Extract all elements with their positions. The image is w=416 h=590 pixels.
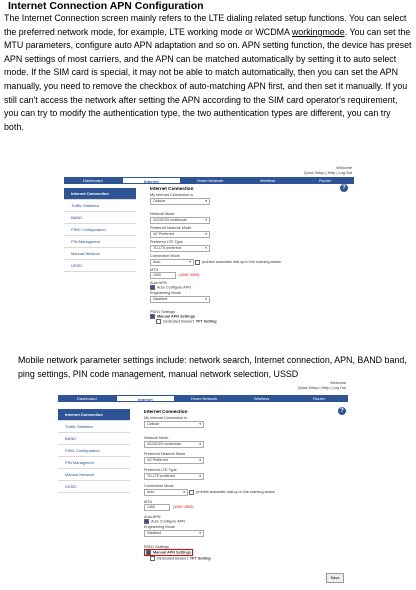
pdn-label: PDN1 Settings — [144, 545, 169, 549]
preferred-mode-select[interactable]: 4G Preferred ▾ — [150, 231, 210, 238]
network-mode-label: Network Mode — [144, 436, 169, 440]
sidebar-item-traffic[interactable]: Traffic Statistics — [64, 200, 136, 212]
mtu-label: MTU — [150, 268, 159, 272]
my-connection-select[interactable]: Cellular ▾ — [150, 198, 210, 205]
tab-home-network[interactable]: Home Network — [190, 396, 218, 401]
tft-setting-link[interactable]: TFT Setting — [189, 556, 211, 561]
sidebar-item-ussd[interactable]: USSD — [64, 260, 136, 272]
engineering-label: Engineering Mode — [144, 525, 175, 529]
mtu-input[interactable]: 1400 — [144, 504, 170, 511]
auto-apn-text: Auto Configure APN — [157, 285, 191, 290]
preferred-mode-select[interactable]: 4G Preferred ▾ — [144, 457, 204, 464]
tft-setting-link[interactable]: TFT Setting — [195, 319, 217, 324]
preferred-mode-label: Preferred Network Mode — [150, 226, 192, 230]
paragraph-2: Mobile network parameter settings include: network search, Internet connection, APN, BAND band, ping settings, PIN code management, manual network selection, USSD — [18, 355, 407, 379]
mtu-hint: (1000~1500) — [179, 273, 200, 277]
form-2 — [144, 409, 329, 561]
sidebar-item-ping[interactable]: PING Configuration — [58, 445, 130, 457]
sidebar-item-band[interactable]: BAND — [64, 212, 136, 224]
roaming-checkbox[interactable] — [195, 260, 200, 265]
preferred-lte-select[interactable]: TD-LTE preferred ▾ — [144, 473, 204, 480]
auto-apn-text: Auto Configure APN — [151, 519, 185, 524]
sidebar-item-ping[interactable]: PING Configuration — [64, 224, 136, 236]
quick-links[interactable]: Quick Setup | Help | Log Out — [297, 386, 346, 390]
sidebar-item-pin[interactable]: PIN Managment — [64, 236, 136, 248]
form-1 — [150, 186, 335, 324]
connection-mode-label: Connection Mode — [144, 484, 174, 488]
main-nav-2 — [58, 395, 348, 402]
preferred-lte-select[interactable]: TD-LTE preferred ▾ — [150, 245, 210, 252]
paragraph-1 — [4, 12, 412, 134]
mtu-hint: (1000~1500) — [173, 505, 194, 509]
tab-dashboard[interactable]: Dashboard — [83, 178, 103, 183]
roaming-text: prohibit automatic dial-up in the roaming status — [196, 490, 275, 494]
preferred-mode-label: Preferred Network Mode — [144, 452, 186, 456]
tab-internet[interactable]: Internet — [122, 177, 182, 184]
tab-home-network[interactable]: Home Network — [196, 178, 224, 183]
sidebar-item-internet-connection[interactable]: Internet Connection — [64, 188, 136, 200]
sidebar-item-traffic[interactable]: Traffic Statistics — [58, 421, 130, 433]
sidebar-1 — [64, 188, 136, 272]
tab-wireless[interactable]: Wireless — [253, 396, 270, 401]
connection-mode-select[interactable]: Auto ▾ — [144, 489, 188, 496]
welcome-text: Welcome — [336, 166, 352, 170]
roaming-text: prohibit automatic dial-up in the roaming status — [202, 260, 281, 264]
sidebar-item-internet-connection[interactable]: Internet Connection — [58, 409, 130, 421]
tab-router[interactable]: Router — [313, 396, 326, 401]
save-button[interactable]: Save — [326, 573, 344, 583]
sidebar-item-pin[interactable]: PIN Managment — [58, 457, 130, 469]
manual-apn-text: Manual APN Settings — [157, 314, 196, 319]
dedicated-bearer-text: Dedicated Bearer1 — [157, 556, 189, 561]
my-connection-select[interactable]: Cellular ▾ — [144, 421, 204, 428]
roaming-checkbox[interactable] — [189, 490, 194, 495]
manual-apn-checkbox[interactable] — [146, 550, 151, 555]
screenshot-2 — [58, 381, 348, 586]
quick-links[interactable]: Quick Setup | Help | Log Out — [303, 171, 352, 175]
auto-apn-label: Auto APN — [144, 515, 161, 519]
my-connection-label: My Internet Connection is — [150, 193, 194, 197]
network-mode-select[interactable]: 4G/3G/2G multimode ▾ — [144, 441, 204, 448]
doc-heading: Internet Connection APN Configuration — [8, 0, 204, 12]
my-connection-label: My Internet Connection is — [144, 416, 188, 420]
preferred-lte-label: Preferred LTE Type — [150, 240, 183, 244]
screenshot-1 — [64, 166, 354, 342]
top-links-2 — [58, 381, 348, 393]
sidebar-2 — [58, 409, 130, 493]
mtu-input[interactable]: 1400 — [150, 272, 176, 279]
auto-apn-checkbox[interactable] — [144, 519, 149, 524]
paragraph-1-end: . You can set the MTU parameters, configure auto APN adaptation and so on. APN setting function, the device has preset APN settings of most carriers, and the APN can be matched automatically by setting it to auto select mode. If the SIM card is special, it may not be able to match automatically, then you can set the APN manually, you need to remove the checkbox of auto-matching APN first, and then set it manually. If you still can't access the network after setting the APN according to the SIM card operator's requirement, you can try to modify the authentication type, the two authentication types are different, you can try both. — [4, 26, 412, 132]
paragraph-1-underlined: workingmode — [291, 26, 345, 37]
engineering-select[interactable]: Disabled ▾ — [144, 530, 204, 537]
auto-apn-label: Auto APN — [150, 281, 167, 285]
engineering-select[interactable]: Disabled ▾ — [150, 296, 210, 303]
connection-mode-select[interactable]: Auto ▾ — [150, 259, 194, 266]
dedicated-bearer-checkbox[interactable] — [156, 319, 161, 324]
dedicated-bearer-text: Dedicated Bearer1 — [163, 319, 195, 324]
section-title: Internet Connection — [150, 186, 194, 191]
tab-internet[interactable]: Internet — [116, 395, 176, 402]
mtu-label: MTU — [144, 500, 153, 504]
sidebar-item-ussd[interactable]: USSD — [58, 481, 130, 493]
section-title: Internet Connection — [144, 409, 188, 414]
help-icon[interactable]: ? — [338, 407, 346, 415]
preferred-lte-label: Preferred LTE Type — [144, 468, 177, 472]
network-mode-label: Network Mode — [150, 212, 175, 216]
sidebar-item-manual-network[interactable]: Manual Network — [64, 248, 136, 260]
dedicated-bearer-checkbox[interactable] — [150, 556, 155, 561]
network-mode-select[interactable]: 4G/3G/2G multimode ▾ — [150, 217, 210, 224]
pdn-label: PDN1 Settings — [150, 310, 175, 314]
manual-apn-checkbox[interactable] — [150, 314, 155, 319]
help-icon[interactable]: ? — [340, 184, 348, 192]
sidebar-item-band[interactable]: BAND — [58, 433, 130, 445]
tab-dashboard[interactable]: Dashboard — [77, 396, 97, 401]
auto-apn-checkbox[interactable] — [150, 285, 155, 290]
main-nav-1 — [64, 177, 354, 184]
manual-apn-text: Manual APN Settings — [153, 550, 192, 555]
paragraph-1-start: The Internet Connection screen mainly refers to the LTE dialing related setup functions. You can select the preferred network mode, for example, LTE working mode or WCDMA — [4, 13, 407, 37]
manual-apn-highlight — [144, 549, 193, 556]
sidebar-item-manual-network[interactable]: Manual Network — [58, 469, 130, 481]
connection-mode-label: Connection Mode — [150, 254, 180, 258]
engineering-label: Engineering Mode — [150, 291, 181, 295]
welcome-text: Welcome — [330, 381, 346, 385]
tab-router[interactable]: Router — [319, 178, 332, 183]
tab-wireless[interactable]: Wireless — [259, 178, 276, 183]
